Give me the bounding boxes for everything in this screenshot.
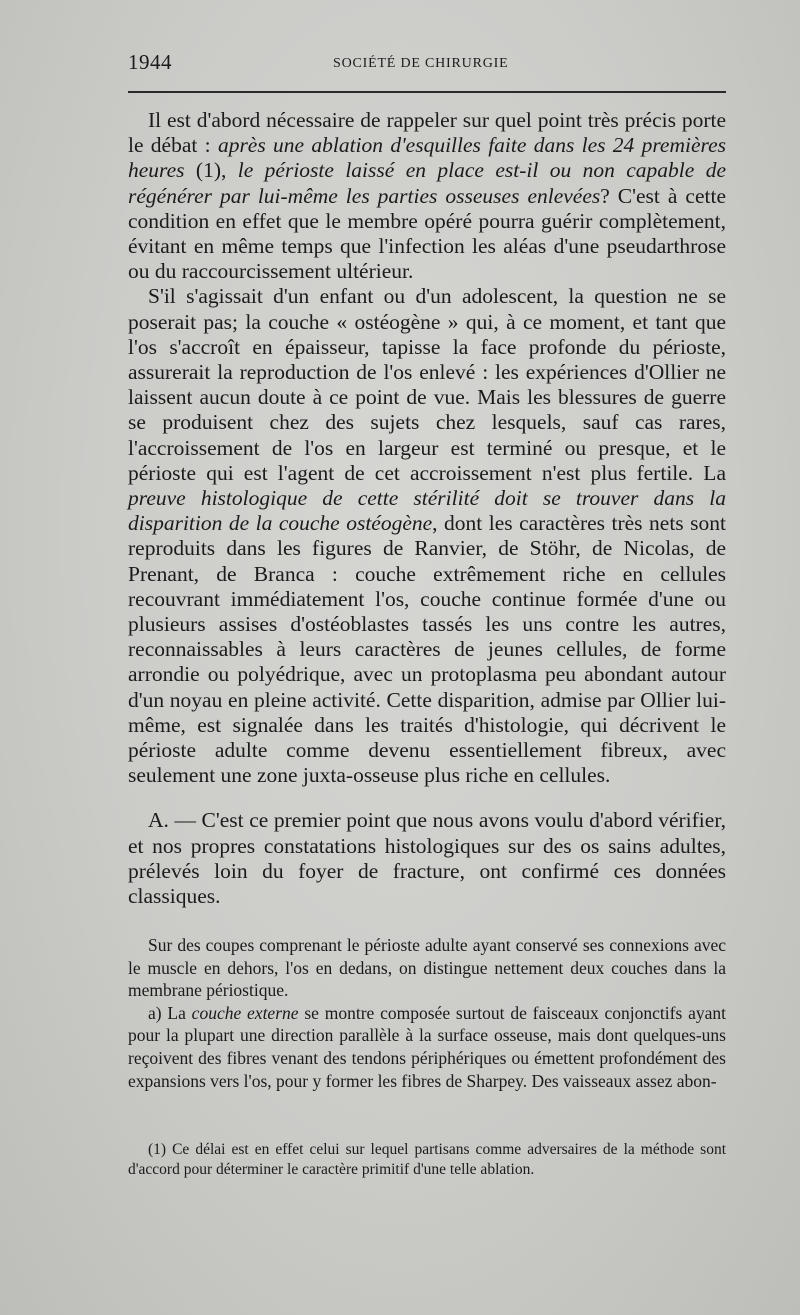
page-header (128, 50, 726, 80)
paragraph-3: A. — C'est ce premier point que nous avons voulu d'abord vérifier, et nos propres constatations histologiques sur des os sains adultes, prélevés loin du foyer de fracture, ont confirmé ces données classiques. (128, 808, 726, 909)
paragraph-1-text-a: Il est d'abord nécessaire de rappeler sur quel point très précis porte le débat : (128, 108, 726, 158)
paragraph-5 (128, 1002, 726, 1092)
paragraph-1-italic-b: après une ablation d'esquilles faite dans les 24 premières heures (128, 133, 726, 183)
small-text (128, 934, 726, 1092)
page-number: 1944 (128, 50, 172, 74)
paragraph-5-text-c: se montre composée surtout de faisceaux conjonctifs ayant pour la plupart une direction parallèle à la surface osseuse, mais dont quelques-uns reçoivent des fibres venant des tendons périphériques ou émettent profondément des expansions vers l'os, pour y former les fibres de Sharpey. Des vaisseaux assez abon- (128, 1002, 726, 1091)
paragraph-2-text-a: S'il s'agissait d'un enfant ou d'un adolescent, la question ne se poserait pas; la couche « ostéogène » qui, à ce moment, et tant que l'os s'accroît en épaisseur, tapisse la face profonde du périoste, assurerait la reproduction de l'os enlevé : les expériences d'Ollier ne laissent aucun doute à ce point de vue. Mais les blessures de guerre se produisent chez des sujets chez lesquels, sauf cas rares, l'accroissement de l'os en largeur est terminé ou presque, et le périoste qui est l'agent de cet accroissement n'est plus fertile. La (128, 284, 726, 485)
running-head: SOCIÉTÉ DE CHIRURGIE (333, 56, 509, 71)
main-text (128, 108, 726, 909)
paragraph-2-text-c: , dont les caractères très nets sont reproduits dans les figures de Ranvier, de Stöhr, de Nicolas, de Prenant, de Branca : couche extrêmement riche en cellules recouvrant immédiatement l'os, couche continue formée d'une ou plusieurs assises d'ostéoblastes tassés les uns contre les autres, reconnaissables à leurs caractères de jeunes cellules, de forme arrondie ou polyédrique, avec un protoplasma peu abondant autour d'un noyau en pleine activité. Cette disparition, admise par Ollier lui-même, est signalée dans les traités d'histologie, qui décrivent le périoste adulte comme devenu essentiellement fibreux, avec seulement une zone juxta-osseuse plus riche en cellules. (128, 511, 726, 788)
paragraph-1-footnote-ref: (1), (184, 158, 238, 183)
paragraph-2-italic-b: preuve histologique de cette stérilité doit se trouver dans la disparition de la couche ostéogène (128, 486, 726, 536)
paragraph-1-italic-d: le périoste laissé en place est-il ou non capable de régénérer par lui-même les parties osseuses enlevées (128, 158, 726, 208)
paragraph-5-italic-b: couche externe (191, 1002, 299, 1023)
header-rule (128, 91, 726, 93)
paragraph-5-text-a: a) La (148, 1002, 192, 1023)
footnote-text: (1) Ce délai est en effet celui sur lequel partisans comme adversaires de la méthode sont d'accord pour déterminer le caractère primitif d'une telle ablation. (128, 1141, 726, 1178)
paragraph-4: Sur des coupes comprenant le périoste adulte ayant conservé ses connexions avec le muscle en dehors, l'os en dedans, on distingue nettement deux couches dans la membrane périostique. (128, 935, 726, 1001)
paragraph-2 (128, 284, 726, 788)
paragraph-1-text-e: ? C'est à cette condition en effet que le membre opéré pourra guérir complètement, évitant en même temps que l'infection les aléas d'une pseudarthrose ou du raccourcissement ultérieur. (128, 183, 726, 284)
footnote (128, 1140, 726, 1179)
paragraph-1 (128, 108, 726, 284)
